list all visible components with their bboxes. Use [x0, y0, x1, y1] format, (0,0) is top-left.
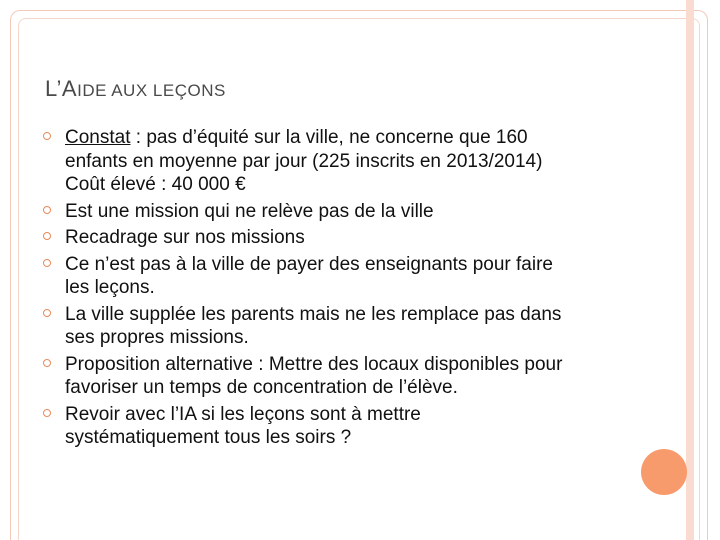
- list-item-line: Est une mission qui ne relève pas de la ville: [65, 200, 434, 222]
- list-item-line: systématiquement tous les soirs ?: [65, 427, 352, 448]
- list-item-line: Ce n’est pas à la ville de payer des enseignants pour faire: [65, 253, 553, 275]
- list-item: [43, 403, 643, 450]
- list-item: [43, 200, 643, 224]
- list-item-line: Revoir avec l’IA si les leçons sont à mettre: [65, 403, 421, 425]
- slide-title: [45, 76, 226, 102]
- list-item-line: Coût élevé : 40 000 €: [65, 174, 246, 195]
- list-item: [43, 353, 643, 400]
- bullet-ring-icon: [43, 309, 51, 317]
- bullet-ring-icon: [43, 409, 51, 417]
- bullet-ring-icon: [43, 359, 51, 367]
- constat-label: Constat: [65, 127, 131, 148]
- list-item-line: les leçons.: [65, 277, 155, 298]
- list-item-line: Proposition alternative : Mettre des locaux disponibles pour: [65, 353, 563, 375]
- title-rest: IDE AUX LEÇONS: [77, 81, 226, 100]
- bullet-ring-icon: [43, 259, 51, 267]
- list-item: [43, 303, 643, 350]
- list-item-line: ses propres missions.: [65, 327, 249, 348]
- bullet-ring-icon: [43, 206, 51, 214]
- list-item: [43, 126, 643, 197]
- list-item: [43, 253, 643, 300]
- decorative-stripe: [686, 0, 694, 540]
- list-item-line: La ville supplée les parents mais ne les remplace pas dans: [65, 303, 562, 325]
- bullet-ring-icon: [43, 132, 51, 140]
- title-cap: L’A: [45, 76, 78, 101]
- list-item-text: : pas d’équité sur la ville, ne concerne que 160: [130, 127, 528, 148]
- bullet-list: [43, 126, 643, 453]
- bullet-ring-icon: [43, 232, 51, 240]
- list-item-line: [65, 126, 643, 150]
- list-item-line: favoriser un temps de concentration de l’élève.: [65, 377, 458, 398]
- list-item-line: enfants en moyenne par jour (225 inscrits en 2013/2014): [65, 150, 543, 172]
- list-item-line: Recadrage sur nos missions: [65, 227, 305, 248]
- list-item: [43, 226, 643, 250]
- decorative-circle: [641, 449, 687, 495]
